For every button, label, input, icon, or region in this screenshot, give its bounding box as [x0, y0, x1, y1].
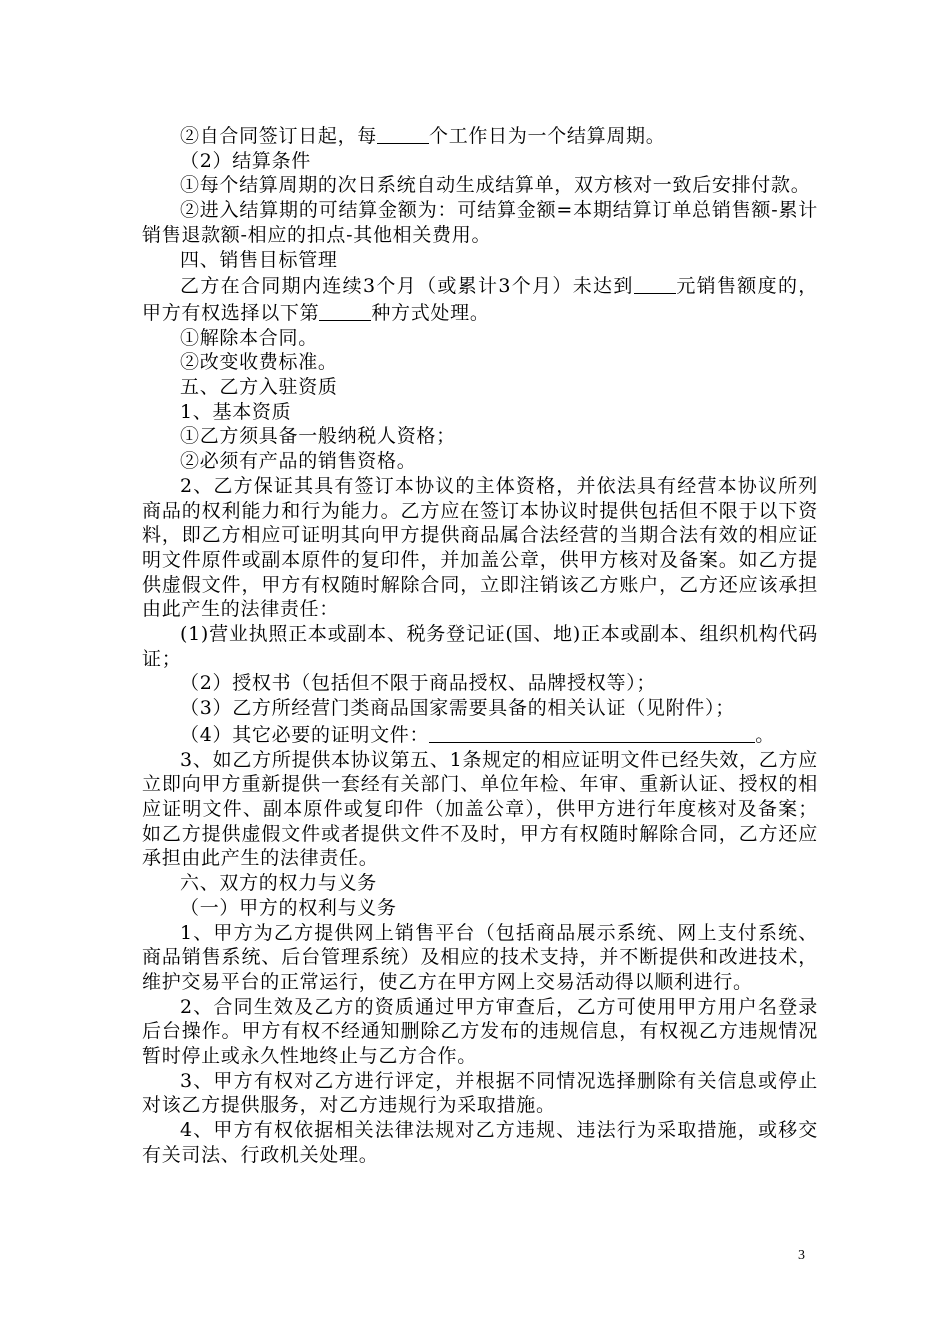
paragraph — [142, 474, 818, 622]
paragraph-text: 4、甲方有权依据相关法律法规对乙方违规、违法行为采取措施，或移交有关司法、行政机关处理。 — [142, 1119, 818, 1166]
paragraph-text: （一）甲方的权利与义务 — [180, 896, 397, 919]
paragraph — [142, 375, 818, 400]
paragraph — [142, 721, 818, 748]
paragraph-text: （4）其它必要的证明文件： — [180, 723, 430, 746]
paragraph-text: 五、乙方入驻资质 — [180, 376, 338, 399]
paragraph — [142, 748, 818, 872]
paragraph-text: ②必须有产品的销售资格。 — [180, 450, 417, 473]
paragraph-text: （2）结算条件 — [180, 149, 311, 172]
paragraph — [142, 173, 818, 198]
paragraph — [142, 1118, 818, 1167]
paragraph-text: 个工作日为一个结算周期。 — [429, 125, 666, 147]
paragraph — [142, 248, 818, 273]
paragraph-text: ②自合同签订日起，每 — [180, 125, 378, 147]
paragraph — [142, 671, 818, 696]
paragraph-text: 种方式处理。 — [371, 301, 490, 324]
fill-in-blank — [319, 301, 371, 321]
paragraph-text: ①乙方须具备一般纳税人资格； — [180, 425, 456, 448]
paragraph-text: ②进入结算期的可结算金额为：可结算金额=本期结算订单总销售额-累计销售退款额-相应的扣点-其他相关费用。 — [142, 199, 818, 246]
paragraph — [142, 696, 818, 721]
paragraph-text: ②改变收费标准。 — [180, 351, 338, 374]
page-number: 3 — [798, 1248, 805, 1263]
paragraph-text: 四、销售目标管理 — [180, 248, 338, 271]
paragraph — [142, 198, 818, 247]
fill-in-blank — [634, 274, 676, 294]
paragraph-text: （3）乙方所经营门类商品国家需要具备的相关认证（见附件）； — [180, 697, 735, 720]
paragraph — [142, 871, 818, 896]
paragraph-text: 六、双方的权力与义务 — [180, 872, 378, 895]
paragraph — [142, 921, 818, 995]
paragraph — [142, 449, 818, 474]
paragraph — [142, 326, 818, 351]
paragraph-text: 3、甲方有权对乙方进行评定，并根据不同情况选择删除有关信息或停止对该乙方提供服务，对乙方违规行为采取措施。 — [142, 1069, 818, 1117]
paragraph — [142, 622, 818, 671]
paragraph — [142, 400, 818, 425]
fill-in-blank — [377, 124, 429, 144]
paragraph — [142, 272, 818, 325]
paragraph-text: 乙方在合同期内连续3个月（或累计3个月）未达到 — [180, 275, 634, 298]
paragraph — [142, 424, 818, 449]
paragraph-text: 3、如乙方所提供本协议第五、1条规定的相应证明文件已经失效，乙方应立即向甲方重新提供一套经有关部门、单位年检、年审、重新认证、授权的相应证明文件、副本原件或复印件（加盖公章），供甲方进行年度核对及备案；如乙方提供虚假文件或者提供文件不及时，甲方有权随时解除合同，乙方还应承担由此产生的法律责任。 — [142, 748, 818, 870]
paragraph — [142, 350, 818, 375]
paragraph-text: 2、合同生效及乙方的资质通过甲方审查后，乙方可使用甲方用户名登录后台操作。甲方有权不经通知删除乙方发布的违规信息，有权视乙方违规情况暂时停止或永久性地终止与乙方合作。 — [142, 995, 818, 1068]
paragraph — [142, 1069, 818, 1118]
paragraph-text: ①每个结算周期的次日系统自动生成结算单，双方核对一致后安排付款。 — [180, 174, 811, 197]
paragraph-text: ①解除本合同。 — [180, 326, 318, 349]
paragraph — [142, 122, 818, 149]
paragraph-text: 。 — [755, 723, 775, 746]
paragraph — [142, 995, 818, 1069]
paragraph-text: 2、乙方保证其具有签订本协议的主体资格，并依法具有经营本协议所列商品的权利能力和行为能力。乙方应在签订本协议时提供包括但不限于以下资料，即乙方相应可证明其向甲方提供商品属合法经营的当期合法有效的相应证明文件原件或副本原件的复印件，并加盖公章，供甲方核对及备案。如乙方提供虚假文件，甲方有权随时解除合同，立即注销该乙方账户，乙方还应该承担由此产生的法律责任： — [142, 474, 818, 621]
paragraph-text: （2）授权书（包括但不限于商品授权、品牌授权等）； — [180, 672, 657, 695]
fill-in-blank — [429, 723, 755, 743]
paragraph-text: (1)营业执照正本或副本、税务登记证(国、地)正本或副本、组织机构代码证； — [142, 623, 818, 670]
paragraph — [142, 149, 818, 174]
paragraph-text: 1、甲方为乙方提供网上销售平台（包括商品展示系统、网上支付系统、商品销售系统、后台管理系统）及相应的技术支持，并不断提供和改进技术，维护交易平台的正常运行，使乙方在甲方网上交易活动得以顺利进行。 — [142, 921, 818, 993]
paragraph — [142, 896, 818, 921]
paragraph-text: 元销售额度的，甲方有权选择以下第 — [142, 275, 818, 324]
document-body — [142, 122, 818, 1168]
paragraph-text: 1、基本资质 — [180, 400, 292, 423]
